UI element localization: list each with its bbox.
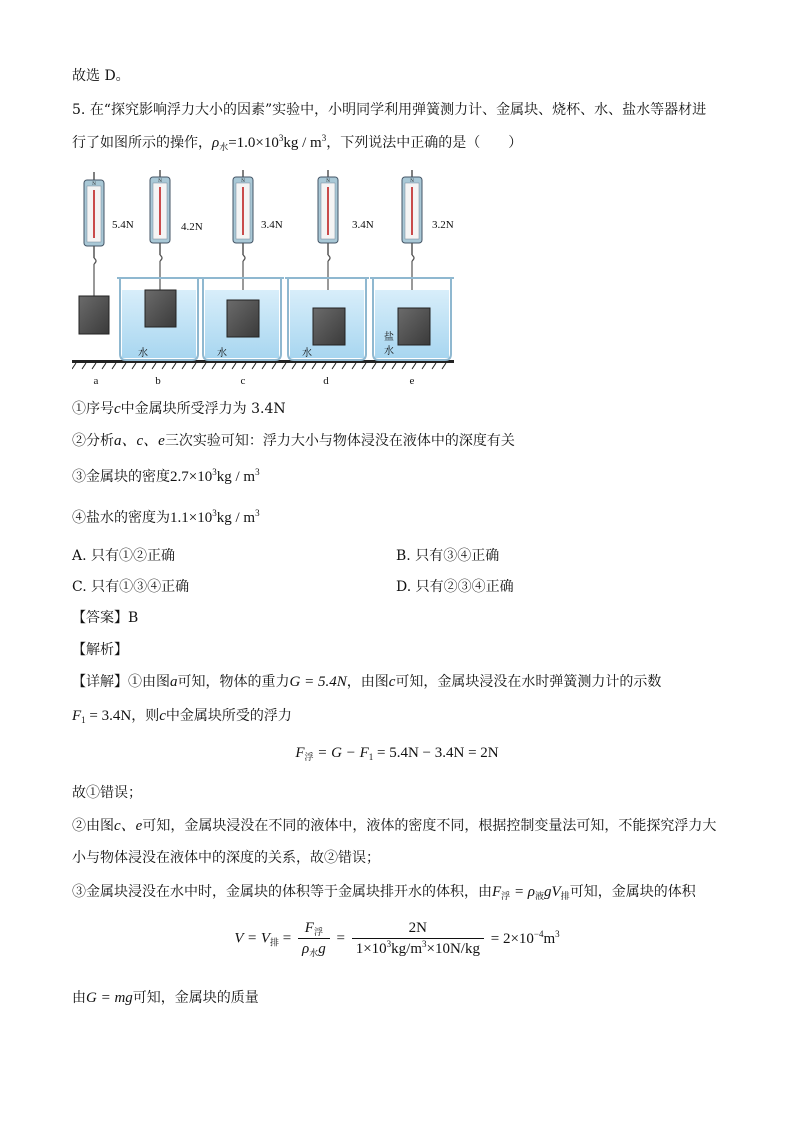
label-a: a <box>93 375 99 387</box>
fraction-numeric-volume: $\frac{2N}{1\times 10^3kg/m^3\times 10N/kg}$ <box>352 920 484 958</box>
liquid-label-e-line1: 盐 <box>384 332 394 343</box>
label-d: d <box>323 375 329 387</box>
svg-text:N: N <box>241 179 245 184</box>
option-c: C. 只有①③④正确 <box>72 579 190 595</box>
answer: 【答案】B <box>72 610 139 626</box>
experiment-figure <box>72 170 462 390</box>
detail-paragraph-5: 小与物体浸没在液体中的深度的关系，故②错误； <box>72 850 380 866</box>
reading-c: 3.4N <box>261 219 283 231</box>
detail-paragraph-2: $F_1 = 3.4N$，则c中金属块所受的浮力 <box>72 708 292 725</box>
equation-volume: $V = V_排$ = $\frac{F_浮}{\rho_水g}$ = $\frac{2N}{1\times 10^3kg/m^3\times 10N/kg}$ = $2\times 10^{-4}m^3$ <box>234 920 560 958</box>
label-b: b <box>155 375 161 387</box>
equation-buoyancy: $F_浮 = G - F_1 = 5.4N - 3.4N = 2N$ <box>295 745 499 762</box>
metal-block-c <box>227 300 259 337</box>
detail-paragraph-6: ③金属块浸没在水中时，金属块的体积等于金属块排开水的体积，由$F_浮 = \rho_液gV_排$可知，金属块的体积 <box>72 884 696 901</box>
option-d: D. 只有②③④正确 <box>396 579 514 595</box>
liquid-label-c: 水 <box>217 348 227 359</box>
analysis-label: 【解析】 <box>72 642 128 658</box>
svg-text:N: N <box>158 179 162 184</box>
label-c: c <box>240 375 246 387</box>
options-row-1 <box>0 546 794 566</box>
metal-block-d <box>313 308 345 345</box>
detail-paragraph-7: 由G = mg可知，金属块的质量 <box>72 990 259 1006</box>
reading-e: 3.2N <box>432 219 454 231</box>
setup-d <box>285 170 374 387</box>
statement-1: ①序号c中金属块所受浮力为 3.4N <box>72 401 286 417</box>
metal-block-e <box>398 308 430 345</box>
detail-paragraph-1: 【详解】①由图a可知，物体的重力G = 5.4N，由图c可知，金属块浸没在水时弹簧测力计的示数 <box>72 674 662 690</box>
ground <box>72 360 454 369</box>
detail-paragraph-3: 故①错误； <box>72 785 142 801</box>
liquid-label-e-line2: 水 <box>384 346 394 357</box>
detail-paragraph-4: ②由图c、e可知，金属块浸没在不同的液体中，液体的密度不同，根据控制变量法可知，不能探究浮力大 <box>72 818 717 834</box>
water-density: $\rho_水=1.0\times 10^3kg / m^3$ <box>212 133 327 152</box>
statement-2: ②分析a、c、e三次实验可知：浮力大小与物体浸没在液体中的深度有关 <box>72 433 515 449</box>
question-number: 5. <box>72 102 86 118</box>
reading-d: 3.4N <box>352 219 374 231</box>
option-b: B. 只有③④正确 <box>396 548 500 564</box>
metal-block-a <box>79 296 109 334</box>
spring-scale-a <box>84 172 104 296</box>
spring-scale-e <box>402 170 422 308</box>
label-e: e <box>409 375 415 387</box>
svg-text:N: N <box>410 179 414 184</box>
statement-4: ④盐水的密度为$1.1\times 10^3kg / m^3$ <box>72 508 260 526</box>
fraction-buoyancy-over-rho-g: $\frac{F_浮}{\rho_水g}$ <box>298 920 330 958</box>
options-row-2 <box>0 577 794 597</box>
statement-3: ③金属块的密度$2.7\times 10^3kg / m^3$ <box>72 467 260 485</box>
reading-b: 4.2N <box>181 221 203 233</box>
setup-b <box>117 170 203 387</box>
setup-e <box>370 170 454 387</box>
spring-scale-d <box>318 170 338 308</box>
liquid-label-d: 水 <box>302 348 312 359</box>
question-stem-line1: 5. 在“探究影响浮力大小的因素”实验中，小明同学利用弹簧测力计、金属块、烧杯、水、盐水等器材进 <box>72 102 707 118</box>
metal-block-b <box>145 290 176 327</box>
reading-a: 5.4N <box>112 219 134 231</box>
spring-scale-b <box>150 170 170 290</box>
svg-text:N: N <box>92 182 96 187</box>
spring-scale-c <box>233 170 253 300</box>
liquid-label-b: 水 <box>138 348 148 359</box>
intro-text: 故选 D。 <box>72 68 130 84</box>
setup-c <box>200 170 284 387</box>
option-a: A. 只有①②正确 <box>72 548 176 564</box>
question-stem-line2: 行了如图所示的操作，$\rho_水=1.0\times 10^3kg / m^3$，下列说法中正确的是（ ） <box>72 133 523 152</box>
svg-text:N: N <box>326 179 330 184</box>
